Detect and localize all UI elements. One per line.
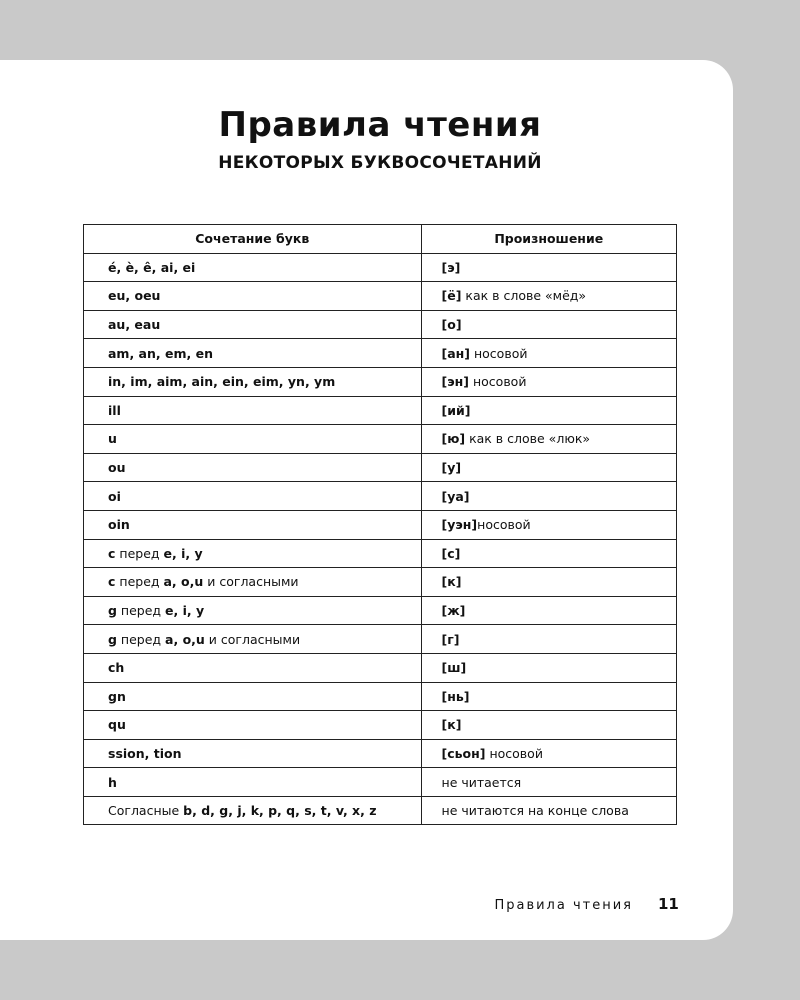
bold-text: b, d, g, j, k, p, q, s, t, v, x, z <box>183 803 377 819</box>
table-row <box>84 367 677 396</box>
table-row <box>84 253 677 282</box>
pronunciation-cell <box>421 510 676 539</box>
table-row <box>84 625 677 654</box>
table-row <box>84 310 677 339</box>
pronunciation-cell <box>421 796 676 825</box>
pronunciation-cell <box>421 711 676 740</box>
bold-text: a, o,u <box>165 631 205 647</box>
bold-text: in, im, aim, ain, ein, eim, yn, ym <box>108 374 336 390</box>
bold-text: [г] <box>441 631 460 647</box>
combination-cell <box>84 796 422 825</box>
table-row <box>84 653 677 682</box>
table-row <box>84 711 677 740</box>
combination-cell <box>84 682 422 711</box>
regular-text: перед <box>115 574 164 590</box>
table-body <box>84 253 677 825</box>
pronunciation-cell <box>421 482 676 511</box>
table-row <box>84 510 677 539</box>
bold-text: e, i, y <box>165 603 205 619</box>
pronunciation-cell <box>421 253 676 282</box>
header-pronunciation: Произношение <box>421 225 676 254</box>
bold-text: am, an, em, en <box>108 345 213 361</box>
bold-text: u <box>108 431 117 447</box>
pronunciation-cell <box>421 282 676 311</box>
bold-text: c <box>108 574 116 590</box>
running-footer: Правила чтения <box>494 898 633 913</box>
bold-text: [ий] <box>441 402 471 418</box>
bold-text: [о] <box>441 317 462 333</box>
combination-cell <box>84 711 422 740</box>
combination-cell <box>84 339 422 368</box>
combination-cell <box>84 282 422 311</box>
bold-text: [нь] <box>441 688 470 704</box>
reading-rules-table <box>83 224 677 825</box>
bold-text: [ж] <box>441 603 466 619</box>
page-title: Правила чтения <box>218 105 542 145</box>
pronunciation-cell <box>421 625 676 654</box>
regular-text: перед <box>116 603 166 619</box>
regular-text: носовой <box>477 517 531 533</box>
pronunciation-cell <box>421 367 676 396</box>
combination-cell <box>84 396 422 425</box>
bold-text: [к] <box>441 717 462 733</box>
regular-text: Согласные <box>108 803 184 819</box>
bold-text: é, è, ê, ai, ei <box>108 259 196 275</box>
bold-text: ill <box>108 402 121 418</box>
pronunciation-cell <box>421 568 676 597</box>
bold-text: g <box>108 631 117 647</box>
table-row <box>84 739 677 768</box>
table-row <box>84 453 677 482</box>
pronunciation-cell <box>421 339 676 368</box>
combination-cell <box>84 625 422 654</box>
bold-text: [ш] <box>441 660 467 676</box>
bold-text: [эн] <box>441 374 469 390</box>
bold-text: ch <box>108 660 125 676</box>
bold-text: [ю] <box>441 431 466 447</box>
combination-cell <box>84 453 422 482</box>
combination-cell <box>84 510 422 539</box>
combination-cell <box>84 568 422 597</box>
bold-text: [э] <box>441 259 461 275</box>
bold-text: au, eau <box>108 317 161 333</box>
bold-text: gn <box>108 688 126 704</box>
table-header-row <box>84 225 677 254</box>
bold-text: oin <box>108 517 130 533</box>
pronunciation-cell <box>421 425 676 454</box>
bold-text: [у] <box>441 460 462 476</box>
combination-cell <box>84 482 422 511</box>
pronunciation-cell <box>421 682 676 711</box>
combination-cell <box>84 768 422 797</box>
page-number: 11 <box>658 895 679 913</box>
combination-cell <box>84 653 422 682</box>
bold-text: eu, oeu <box>108 288 161 304</box>
bold-text: [к] <box>441 574 462 590</box>
combination-cell <box>84 310 422 339</box>
regular-text: носовой <box>470 345 528 361</box>
bold-text: [сьон] <box>441 745 486 761</box>
bold-text: ssion, tion <box>108 745 182 761</box>
table-row <box>84 796 677 825</box>
table-row <box>84 682 677 711</box>
table-row <box>84 768 677 797</box>
table-row <box>84 596 677 625</box>
page-subtitle: НЕКОТОРЫХ БУКВОСОЧЕТАНИЙ <box>218 153 542 173</box>
bold-text: c <box>108 545 116 561</box>
regular-text: перед <box>115 545 164 561</box>
pronunciation-cell <box>421 596 676 625</box>
book-page <box>0 60 733 940</box>
regular-text: и согласными <box>204 631 301 647</box>
regular-text: как в слове «мёд» <box>461 288 587 304</box>
bold-text: [с] <box>441 545 461 561</box>
combination-cell <box>84 367 422 396</box>
pronunciation-cell <box>421 653 676 682</box>
bold-text: oi <box>108 488 121 504</box>
pronunciation-cell <box>421 768 676 797</box>
bold-text: e, i, y <box>163 545 203 561</box>
table-row <box>84 396 677 425</box>
bold-text: qu <box>108 717 126 733</box>
bold-text: [ан] <box>441 345 471 361</box>
table-row <box>84 425 677 454</box>
table-row <box>84 539 677 568</box>
combination-cell <box>84 539 422 568</box>
bold-text: [уа] <box>441 488 470 504</box>
combination-cell <box>84 253 422 282</box>
bold-text: a, o,u <box>163 574 204 590</box>
regular-text: не читаются на конце слова <box>441 803 629 819</box>
regular-text: и согласными <box>203 574 299 590</box>
table-row <box>84 482 677 511</box>
combination-cell <box>84 739 422 768</box>
regular-text: носовой <box>485 745 543 761</box>
regular-text: как в слове «люк» <box>465 431 591 447</box>
pronunciation-cell <box>421 396 676 425</box>
regular-text: перед <box>116 631 166 647</box>
pronunciation-cell <box>421 310 676 339</box>
pronunciation-cell <box>421 739 676 768</box>
bold-text: g <box>108 603 117 619</box>
bold-text: [ё] <box>441 288 462 304</box>
bold-text: h <box>108 774 117 790</box>
table-row <box>84 568 677 597</box>
table-row <box>84 339 677 368</box>
pronunciation-cell <box>421 453 676 482</box>
combination-cell <box>84 425 422 454</box>
bold-text: [уэн] <box>441 517 478 533</box>
header-combination: Сочетание букв <box>84 225 422 254</box>
pronunciation-cell <box>421 539 676 568</box>
regular-text: не читается <box>441 774 522 790</box>
table-row <box>84 282 677 311</box>
combination-cell <box>84 596 422 625</box>
regular-text: носовой <box>469 374 527 390</box>
bold-text: ou <box>108 460 126 476</box>
